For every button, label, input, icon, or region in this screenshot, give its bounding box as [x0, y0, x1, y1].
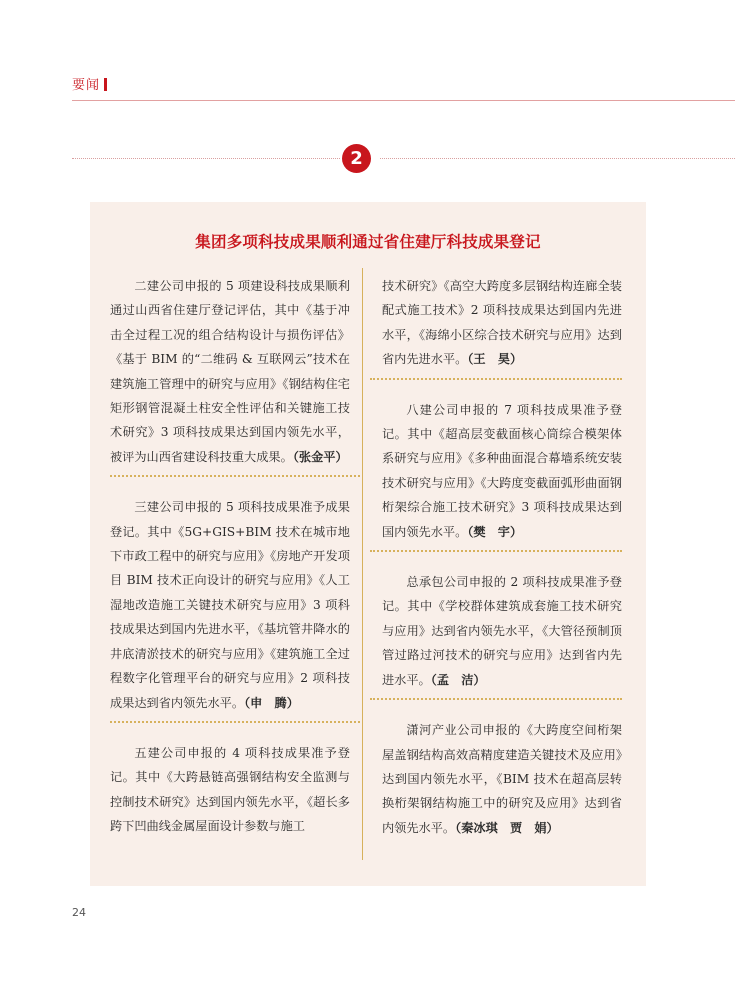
paragraph-text: 五建公司申报的 4 项科技成果准予登记。其中《大跨悬链高强钢结构安全监测与控制技术研究》达到国内领先水平，《超长多跨下凹曲线金属屋面设计参数与施工	[110, 745, 350, 834]
section-header	[72, 74, 107, 93]
article-paragraph	[382, 718, 622, 840]
dotted-rule-right	[380, 158, 735, 159]
paragraph-author: （王 昊）	[467, 352, 523, 367]
page-number: 24	[72, 906, 86, 919]
article-paragraph	[382, 570, 622, 692]
article-paragraph	[110, 495, 350, 715]
paragraph-separator	[370, 378, 622, 380]
paragraph-text: 二建公司申报的 5 项建设科技成果顺利通过山西省住建厅登记评估，其中《基于冲击全过程工况的组合结构设计与损伤评估》《基于 BIM 的“二维码 & 互联网云”技术在建筑施工管理中的研究与应用》《钢结构住宅矩形钢管混凝土柱安全性评估和关键施工技术研究》3 项科技成果达到国内领先水平，被评为山西省建设科技重大成果。	[110, 279, 350, 464]
article-box	[90, 202, 646, 886]
right-column	[382, 274, 622, 840]
section-bar	[104, 78, 107, 91]
paragraph-separator	[110, 475, 360, 477]
paragraph-author: （申 腾）	[244, 695, 299, 710]
paragraph-separator	[370, 698, 622, 700]
paragraph-text: 八建公司申报的 7 项科技成果准予登记。其中《超高层变截面核心筒综合模架体系研究与应用》《多种曲面混合幕墙系统安装技术研究与应用》《大跨度变截面弧形曲面钢桁架综合施工技术研究》3 项科技成果达到国内领先水平。	[382, 402, 622, 539]
number-badge: 2	[342, 144, 371, 173]
paragraph-text: 总承包公司申报的 2 项科技成果准予登记。其中《学校群体建筑成套施工技术研究与应用》达到省内领先水平，《大管径预制顶管过路过河技术的研究与应用》达到省内先进水平。	[382, 575, 622, 687]
column-divider	[362, 268, 363, 860]
article-title: 集团多项科技成果顺利通过省住建厅科技成果登记	[195, 233, 541, 251]
header-rule	[72, 100, 735, 101]
article-paragraph	[110, 741, 350, 839]
paragraph-author: （樊 宇）	[467, 524, 523, 539]
paragraph-text: 潇河产业公司申报的《大跨度空间桁架屋盖钢结构高效高精度建造关键技术及应用》达到国内领先水平，《BIM 技术在超高层转换桁架钢结构施工中的研究及应用》达到省内领先水平。	[382, 723, 622, 835]
left-column	[110, 274, 350, 839]
dotted-rule-left	[72, 158, 340, 159]
paragraph-text: 技术研究》《高空大跨度多层钢结构连廊全装配式施工技术》2 项科技成果达到国内先进水平，《海绵小区综合技术研究与应用》达到省内先进水平。	[382, 279, 622, 367]
section-label: 要闻	[72, 78, 101, 93]
paragraph-author: （孟 洁）	[430, 672, 486, 687]
paragraph-author: （秦冰琪 贾 娟）	[455, 820, 559, 835]
paragraph-author: （张金平）	[292, 449, 348, 464]
paragraph-text: 三建公司申报的 5 项科技成果准予成果登记。其中《5G+GIS+BIM 技术在城市地下市政工程中的研究与应用》《房地产开发项目 BIM 技术正向设计的研究与应用》《人工湿地改造施工关键技术研究与应用》3 项科技成果达到国内先进水平，《基坑管井降水的井底清淤技术的研究与应用》《建筑施工全过程数字化管理平台的研究与应用》2 项科技成果达到省内领先水平。	[110, 500, 350, 710]
article-paragraph	[382, 398, 622, 544]
article-paragraph	[382, 274, 622, 372]
paragraph-separator	[370, 550, 622, 552]
paragraph-separator	[110, 721, 360, 723]
article-paragraph	[110, 274, 350, 469]
